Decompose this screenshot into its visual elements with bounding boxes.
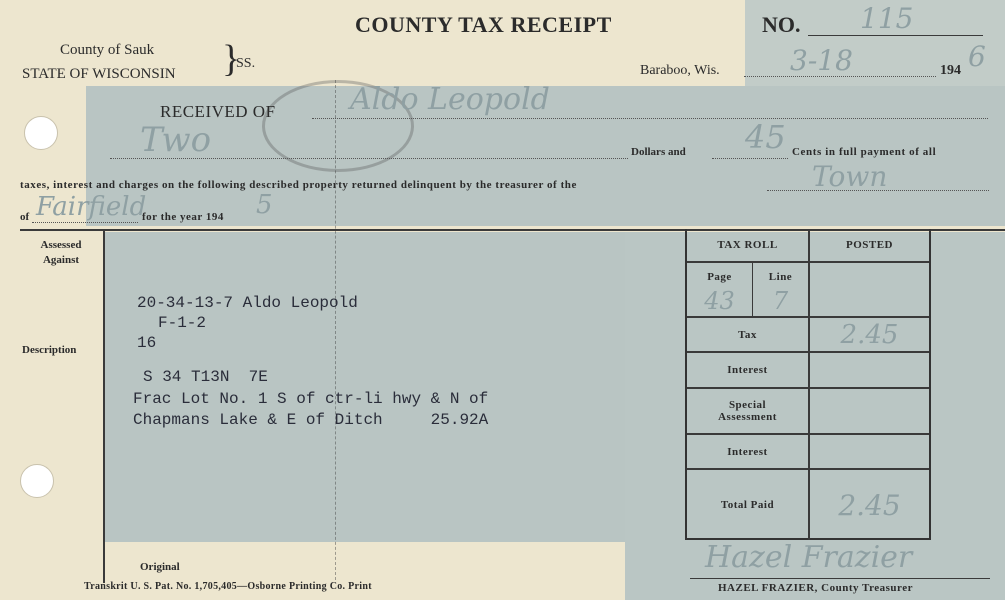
punch-hole-top — [24, 116, 58, 150]
line-value: 7 — [772, 287, 789, 315]
interest-label: Interest — [727, 364, 768, 376]
desc-line-2: F-1-2 — [158, 314, 207, 332]
receipt-no-value: 115 — [860, 2, 914, 35]
line-label: Line — [768, 271, 793, 283]
page-label: Page — [707, 271, 732, 283]
left-column-rule — [103, 231, 105, 583]
desc-line-6: Chapmans Lake & E of Ditch 25.92A — [133, 411, 489, 429]
receipt-title: COUNTY TAX RECEIPT — [355, 12, 612, 37]
total-paid-value: 2.45 — [838, 488, 901, 522]
signature-line — [690, 578, 990, 579]
cents-text: Cents in full payment of all — [792, 146, 937, 158]
against-text: Against — [42, 254, 80, 266]
printer-credit: Transkrit U. S. Pat. No. 1,705,405—Osborne Printing Co. Print — [84, 581, 372, 592]
interest2-label: Interest — [727, 445, 768, 458]
for-year-label: for the year 194 — [142, 211, 224, 223]
desc-line-3: 16 — [137, 334, 157, 352]
received-label: RECEIVED OF — [160, 102, 276, 121]
of-value: Fairfield — [36, 192, 147, 222]
dollars-and: Dollars and — [631, 146, 686, 158]
date-value: 3-18 — [790, 44, 853, 77]
desc-line-1: 20-34-13-7 Aldo Leopold — [137, 294, 358, 312]
table-row-rule-1 — [687, 261, 929, 263]
fold-line — [335, 80, 336, 580]
year-suffix: 6 — [968, 40, 986, 73]
town-value: Town — [812, 160, 888, 193]
desc-line-4: S 34 T13N 7E — [143, 368, 268, 386]
assessment-text: Assessment — [718, 411, 777, 423]
receipt-no-underline — [808, 35, 983, 36]
description-label: Description — [22, 344, 77, 356]
tax-value: 2.45 — [840, 319, 899, 350]
shaded-band-main — [105, 232, 625, 542]
for-year-value: 5 — [256, 190, 273, 220]
year-prefix: 194 — [940, 63, 961, 78]
desc-line-5: Frac Lot No. 1 S of ctr-li hwy & N of — [133, 390, 489, 408]
county-name: County of Sauk — [60, 42, 155, 58]
punch-hole-bottom — [20, 464, 54, 498]
tax-label: Tax — [738, 328, 757, 341]
state-name: STATE OF WISCONSIN — [22, 66, 176, 82]
ss-label: SS. — [236, 56, 256, 71]
taxes-text: taxes, interest and charges on the following described property returned delinquent by the treasurer of the — [20, 179, 577, 191]
city-label: Baraboo, Wis. — [640, 63, 720, 78]
posted-header: POSTED — [845, 239, 893, 251]
amount-words: Two — [140, 120, 212, 160]
receipt-no-label: NO. — [762, 12, 801, 37]
tax-roll-header: TAX ROLL — [717, 239, 778, 251]
cents-value: 45 — [745, 118, 786, 156]
received-name: Aldo Leopold — [350, 82, 550, 117]
page-value: 43 — [704, 287, 735, 315]
cents-line — [712, 158, 788, 159]
special-text: Special — [728, 399, 767, 411]
total-paid-label: Total Paid — [720, 499, 775, 511]
assessed-text: Assessed — [40, 239, 82, 251]
original-label: Original — [140, 561, 180, 573]
treasurer-name: HAZEL FRAZIER, County Treasurer — [718, 582, 913, 594]
brace: } — [222, 38, 241, 80]
of-line — [32, 222, 138, 223]
received-line — [312, 118, 988, 119]
of-label: of — [20, 211, 30, 223]
assessed-label — [22, 238, 100, 268]
treasurer-signature: Hazel Frazier — [705, 540, 913, 575]
special-assessment-label — [687, 389, 808, 433]
